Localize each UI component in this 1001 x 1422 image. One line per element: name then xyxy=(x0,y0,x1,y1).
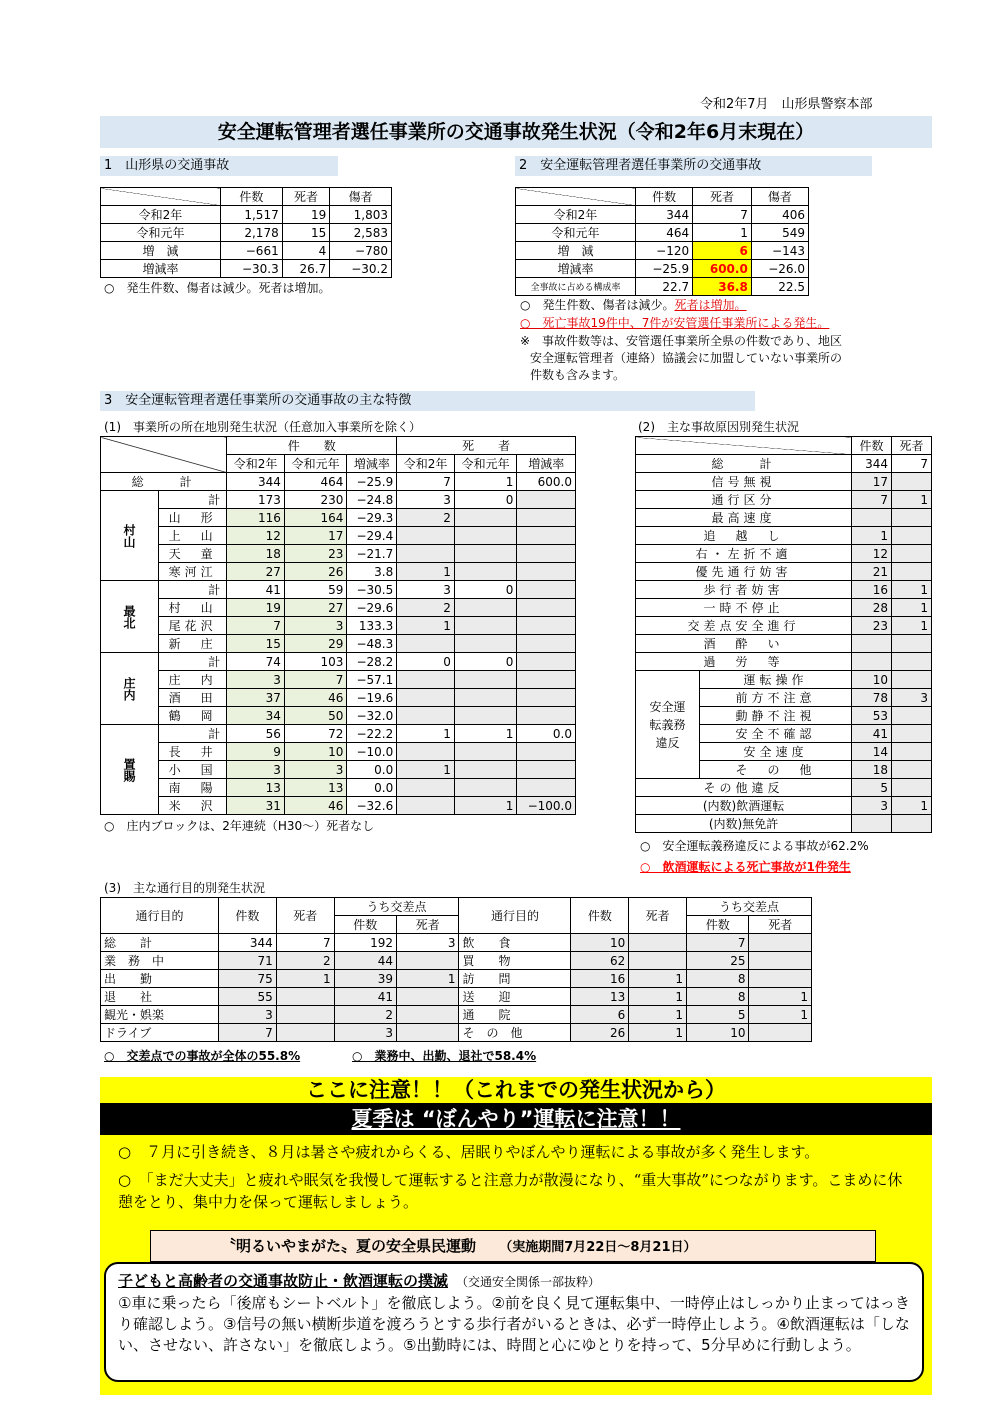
t1-title: (1) 事業所の所在地別発生状況（任意加入事業所を除く） xyxy=(104,420,422,434)
table-row: 長 井 9 10 −10.0 xyxy=(101,743,576,761)
box-title: 子どもと高齢者の交通事故防止・飲酒運転の撲滅 xyxy=(118,1272,449,1290)
table-row: 優先通行妨害 21 xyxy=(636,563,932,581)
table-row: 動静不注視 53 xyxy=(636,707,932,725)
table-row: 増減率 −25.9 600.0 −26.0 xyxy=(516,260,809,278)
table-row: 尾花沢 7 3 133.3 1 xyxy=(101,617,576,635)
t3-title: (3) 主な通行目的別発生状況 xyxy=(104,881,265,895)
table-row: 令和元年 2,178 15 2,583 xyxy=(101,224,392,242)
header-date: 令和2年7月 山形県警察本部 xyxy=(700,97,873,112)
t1-note: ○ 庄内ブロックは、2年連続（H30〜）死者なし xyxy=(104,819,375,833)
table-row: 総 計 344 7 192 3 飲 食 10 7 xyxy=(101,934,812,952)
table-row: 歩行者妨害 16 1 xyxy=(636,581,932,599)
table-purpose: 通行目的 件数 死者 うち交差点 通行目的 件数 死者 うち交差点 件数 死者 件数 死者 総 計 344 7 192 3 飲 食 10 7 業 務 中 71 2 44 買 物 62 25 出 勤 75 1 39 1 訪 問 16 1 8 退 社 55 41 送 迎 13 1 8 1 観光・娯楽 3 2 通 院 6 1 5 1 ドライブ 7 3 そ の 他 26 1 10 xyxy=(100,897,812,1042)
table-row: 上 山 12 17 −29.4 xyxy=(101,527,576,545)
section2-label: 2 安全運転管理者選任事業所の交通事故 xyxy=(515,156,872,176)
table-row: 過 労 等 xyxy=(636,653,932,671)
sec2-note4: 安全運転管理者（連絡）協議会に加盟していない事業所の xyxy=(530,351,843,365)
table-row: 鶴 岡 34 50 −32.0 xyxy=(101,707,576,725)
table-row: 酒 田 37 46 −19.6 xyxy=(101,689,576,707)
box-subtitle: （交通安全関係一部抜粋） xyxy=(456,1275,601,1289)
section1-label: 1 山形県の交通事故 xyxy=(100,156,338,176)
table-row: 業 務 中 71 2 44 買 物 62 25 xyxy=(101,952,812,970)
table-row: その他違反 5 xyxy=(636,779,932,797)
caution-heading: ここに注意！！（これまでの発生状況から） xyxy=(306,1078,726,1102)
table-row: 酒 酔 い xyxy=(636,635,932,653)
t3-note1: ○ 交差点での事故が全体の55.8% xyxy=(104,1049,301,1063)
table-row: 追 越 し 1 xyxy=(636,527,932,545)
campaign-title: 〝明るいやまがた〟夏の安全県民運動 xyxy=(221,1237,477,1255)
t2-title: (2) 主な事故原因別発生状況 xyxy=(638,420,799,434)
table-row: 最高速度 xyxy=(636,509,932,527)
table-row: 前方不注意 78 3 xyxy=(636,689,932,707)
table-row: 南 陽 13 13 0.0 xyxy=(101,779,576,797)
section3-label: 3 安全運転管理者選任事業所の交通事故の主な特徴 xyxy=(100,391,755,411)
sec2-note3: ※ 事故件数等は、安管選任事業所全県の件数であり、地区 xyxy=(520,334,843,348)
table-row: 退 社 55 41 送 迎 13 1 8 1 xyxy=(101,988,812,1006)
table-sec1: 件数 死者 傷者 令和2年 1,517 19 1,803 令和元年 2,178 15 2,583 増 減 −661 4 −780 増減率 −30.3 26.7 −30.2 xyxy=(100,187,392,278)
campaign-banner xyxy=(150,1230,876,1262)
table-row: 山 形 116 164 −29.3 2 xyxy=(101,509,576,527)
page-title: 安全運転管理者選任事業所の交通事故発生状況（令和2年6月末現在） xyxy=(100,116,932,148)
table-row: 安全不確認 41 xyxy=(636,725,932,743)
table-row: 庄 内 3 7 −57.1 xyxy=(101,671,576,689)
table-row: 右・左折不適 12 xyxy=(636,545,932,563)
caution-subheading: 夏季は “ぼんやり”運転に注意！！ xyxy=(100,1103,932,1135)
box-text: ①車に乗ったら「後席もシートベルト」を徹底しよう。②前を良く見て運転集中、一時停止はしっかり止まってはっきり確認しよう。③信号の無い横断歩道を渡ろうとする歩行者がいるときは、必ず一時停止しよう。④飲酒運転は「しない、させない、許さない」を徹底しよう。⑤出勤時には、時間と心にゆとりを持って、5分早めに行動しよう。 xyxy=(118,1294,910,1354)
table-row: 総 計 344 7 xyxy=(636,455,932,473)
sec2-note5: 件数も含みます。 xyxy=(530,368,626,382)
caution-para-2: ○ 「まだ大丈夫」と疲れや眠気を我慢して運転すると注意力が散漫になり、“重大事故”につながります。こまめに休憩をとり、集中力を保って運転しましょう。 xyxy=(118,1171,903,1211)
table-row: 令和2年 344 7 406 xyxy=(516,206,809,224)
caution-para-1: ○ ７月に引き続き、８月は暑さや疲れからくる、居眠りやぼんやり運転による事故が多く発生します。 xyxy=(118,1143,820,1161)
t2-note1: ○ 安全運転義務違反による事故が62.2% xyxy=(640,839,869,853)
table-row: 増 減 −120 6 −143 xyxy=(516,242,809,260)
table-row: 令和元年 464 1 549 xyxy=(516,224,809,242)
table-row: 寒河江 27 26 3.8 1 xyxy=(101,563,576,581)
table-row: 新 庄 15 29 −48.3 xyxy=(101,635,576,653)
table-row: 全事故に占める構成率 22.7 36.8 22.5 xyxy=(516,278,809,296)
table-row: 令和2年 1,517 19 1,803 xyxy=(101,206,392,224)
table-row: 増減率 −30.3 26.7 −30.2 xyxy=(101,260,392,278)
table-row: 信号無視 17 xyxy=(636,473,932,491)
table-row: 天 童 18 23 −21.7 xyxy=(101,545,576,563)
campaign-period: （実施期間7月22日～8月21日） xyxy=(499,1240,697,1255)
sec2-note2: ○ 死亡事故19件中、7件が安管選任事業所による発生。 xyxy=(520,316,830,330)
table-location: 件 数 死 者 令和2年 令和元年 増減率 令和2年 令和元年 増減率 総 計 344 464 −25.9 7 1 600.0 村山 計 173 230 −24.8 3 0 山 形 116 164 −29.3 2 上 山 12 17 −29.4 天 童 18 23 −21.7 寒河江 27 26 3.8 1 最北 計 41 59 −30.5 3 0 村 山 19 27 −29.6 2 尾花沢 7 3 133.3 1 新 庄 15 29 −48.3 庄内 計 74 103 −28.2 0 0 庄 内 3 7 −57.1 酒 田 37 46 −19.6 鶴 岡 34 50 −32.0 置賜 計 56 72 −22.2 1 1 0.0 長 井 9 10 −10.0 小 国 3 3 0.0 1 南 陽 13 13 0.0 米 沢 31 46 −32.6 1 −100.0 xyxy=(100,436,576,815)
table-row: 出 勤 75 1 39 1 訪 問 16 1 8 xyxy=(101,970,812,988)
table-row: 置賜 計 56 72 −22.2 1 1 0.0 xyxy=(101,725,576,743)
table-row: 村山 計 173 230 −24.8 3 0 xyxy=(101,491,576,509)
table-row: 最北 計 41 59 −30.5 3 0 xyxy=(101,581,576,599)
sec1-note: ○ 発生件数、傷者は減少。死者は増加。 xyxy=(104,281,331,295)
table-cause: 件数 死者 総 計 344 7 信号無視 17 通行区分 7 1 最高速度 追 越 し 1 右・左折不適 12 優先通行妨害 21 歩行者妨害 16 1 一時不停止 28 1 交差点安全進行 23 1 酒 酔 い 過 労 等 安全運転義務違反 運転操作 10 前方不注意 78 3 動静不注視 53 安全不確認 41 安全速度 14 そ の 他 18 その他違反 5 (内数)飲酒運転 3 1 (内数)無免許 xyxy=(635,436,932,833)
table-row: 安全運転義務違反 運転操作 10 xyxy=(636,671,932,689)
table-row: 通行区分 7 1 xyxy=(636,491,932,509)
table-row: ドライブ 7 3 そ の 他 26 1 10 xyxy=(101,1024,812,1042)
table-row: 総 計 344 464 −25.9 7 1 600.0 xyxy=(101,473,576,491)
table-row: 交差点安全進行 23 1 xyxy=(636,617,932,635)
table-row: 観光・娯楽 3 2 通 院 6 1 5 1 xyxy=(101,1006,812,1024)
table-row: 増 減 −661 4 −780 xyxy=(101,242,392,260)
table-row: 小 国 3 3 0.0 1 xyxy=(101,761,576,779)
campaign-box xyxy=(104,1262,924,1382)
table-row: そ の 他 18 xyxy=(636,761,932,779)
table-row: (内数)飲酒運転 3 1 xyxy=(636,797,932,815)
sec2-note1: ○ 発生件数、傷者は減少。死者は増加。 xyxy=(520,298,747,312)
table-row: 庄内 計 74 103 −28.2 0 0 xyxy=(101,653,576,671)
table-row: 米 沢 31 46 −32.6 1 −100.0 xyxy=(101,797,576,815)
t3-note2: ○ 業務中、出勤、退社で58.4% xyxy=(352,1049,537,1063)
table-row: (内数)無免許 xyxy=(636,815,932,833)
table-row: 安全速度 14 xyxy=(636,743,932,761)
table-row: 村 山 19 27 −29.6 2 xyxy=(101,599,576,617)
t2-note2: ○ 飲酒運転による死亡事故が1件発生 xyxy=(640,860,851,874)
table-sec2: 件数 死者 傷者 令和2年 344 7 406 令和元年 464 1 549 増 減 −120 6 −143 増減率 −25.9 600.0 −26.0 全事故に占める構成率 22.7 36.8 22.5 xyxy=(515,187,809,296)
table-row: 一時不停止 28 1 xyxy=(636,599,932,617)
